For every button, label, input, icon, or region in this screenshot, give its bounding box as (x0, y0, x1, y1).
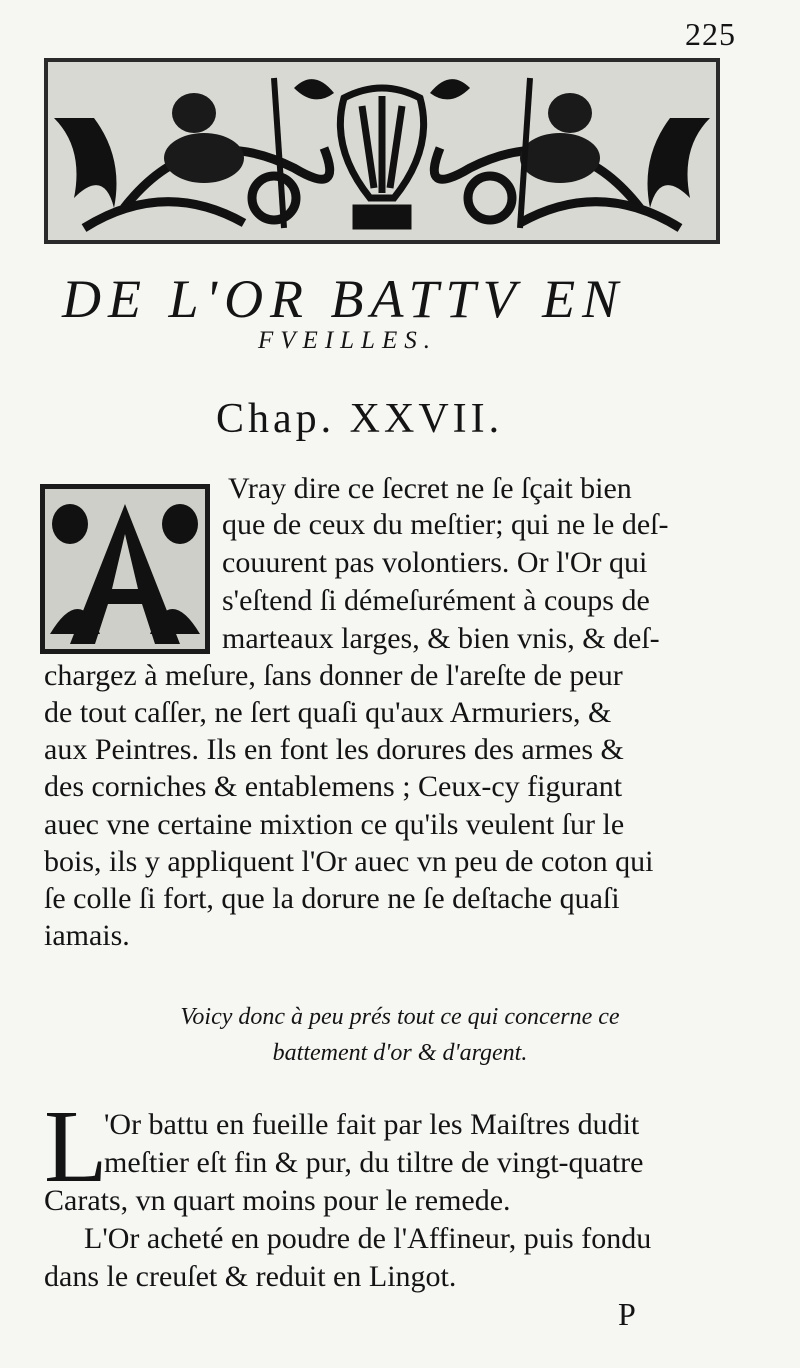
text-line: meſtier eſt fin & pur, du tiltre de vingt-quatre (104, 1146, 644, 1179)
text-line: auec vne certaine mixtion ce qu'ils veulent ſur le (44, 808, 625, 841)
text-line: dans le creuſet & reduit en Lingot. (44, 1260, 457, 1293)
text-line: chargez à meſure, ſans donner de l'areſte de peur (44, 659, 623, 692)
caption-line-1: Voicy donc à peu prés tout ce qui concerne ce (180, 1004, 620, 1030)
page-number: 225 (685, 16, 736, 52)
drop-cap-a-ornament (40, 484, 210, 654)
text-line: iamais. (44, 919, 130, 952)
caption-line-2: battement d'or & d'argent. (272, 1040, 528, 1066)
drop-cap-letter: A (117, 617, 133, 639)
chapter-subtitle: FVEILLES. (258, 327, 437, 354)
ornamental-headpiece (44, 58, 720, 244)
text-line: ſe colle ſi fort, que la dorure ne ſe deſtache quaſi (44, 882, 620, 915)
text-line: bois, ils y appliquent l'Or auec vn peu de coton qui (44, 845, 654, 878)
text-line: Vray dire ce ſecret ne ſe ſçait bien (228, 472, 632, 505)
text-line: L'Or acheté en poudre de l'Affineur, puis fondu (84, 1222, 652, 1255)
chapter-title: DE L'OR BATTV EN (62, 269, 626, 329)
text-line: aux Peintres. Ils en font les dorures des armes & (44, 733, 624, 766)
chapter-number: Chap. XXVII. (216, 396, 504, 442)
text-line: couurent pas volontiers. Or l'Or qui (222, 546, 648, 579)
text-line: des corniches & entablemens ; Ceux-cy figurant (44, 770, 623, 803)
large-initial-l: L (44, 1089, 108, 1204)
text-line: que de ceux du meſtier; qui ne le deſ- (222, 508, 669, 541)
text-line: Carats, vn quart moins pour le remede. (44, 1184, 511, 1217)
text-line: de tout caſſer, ne ſert quaſi qu'aux Armuriers, & (44, 696, 612, 729)
signature-mark: P (618, 1296, 636, 1332)
text-line: s'eſtend ſi démeſurément à coups de (222, 584, 650, 617)
text-line: marteaux larges, & bien vnis, & deſ- (222, 622, 660, 655)
text-line: 'Or battu en fueille fait par les Maiſtres dudit (104, 1108, 640, 1141)
